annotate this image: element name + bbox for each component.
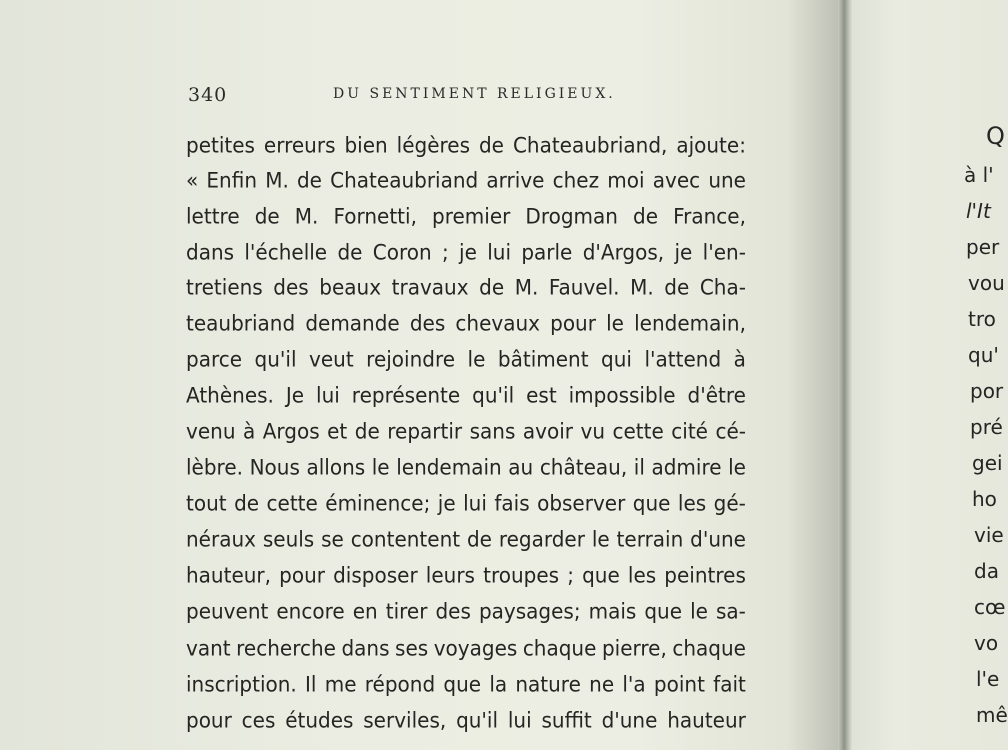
text-line: inscription. Il me répond que la nature ne l'a point fait (186, 671, 746, 697)
right-fragment: gei (972, 451, 1003, 475)
text-line: néraux seuls se contentent de regarder le terrain d'une (186, 526, 746, 552)
right-fragment: per (966, 235, 1000, 259)
right-fragment: pré (970, 415, 1003, 439)
right-fragment: por (970, 379, 1004, 403)
right-fragment: mê (976, 703, 1008, 727)
text-line: Athènes. Je lui représente qu'il est impossible d'être (186, 382, 746, 408)
right-fragment: cœ (974, 595, 1006, 619)
right-fragment: ho (972, 487, 997, 511)
text-line: pour ces études serviles, qu'il lui suffit d'une hauteur (186, 707, 746, 733)
right-fragment: vou (968, 271, 1005, 295)
text-line: peuvent encore en tirer des paysages; mais que le sa- (186, 598, 746, 624)
text-line: tretiens des beaux travaux de M. Fauvel. M. de Cha- (186, 274, 746, 300)
text-line: « Enfin M. de Chateaubriand arrive chez moi avec une (186, 167, 746, 193)
page-number: 340 (188, 84, 228, 106)
right-fragment: vie (974, 523, 1004, 547)
text-line: tout de cette éminence; je lui fais observer que les gé- (186, 490, 746, 516)
right-fragment: da (974, 559, 999, 583)
book-gutter (838, 0, 852, 750)
running-title: DU SENTIMENT RELIGIEUX. (333, 86, 616, 102)
right-fragment: qu' (968, 343, 999, 367)
right-fragment: l'e (976, 667, 1000, 691)
text-line: dans l'échelle de Coron ; je lui parle d'Argos, je l'en- (186, 239, 746, 265)
text-line: petites erreurs bien légères de Chateaubriand, ajoute: (186, 132, 746, 158)
text-line: hauteur, pour disposer leurs troupes ; que les peintres (186, 562, 746, 588)
page-header (188, 80, 748, 110)
text-line: teaubriand demande des chevaux pour le lendemain, (186, 310, 746, 336)
text-line: vant recherche dans ses voyages chaque pierre, chaque (186, 635, 746, 661)
right-fragment: l'It (966, 199, 991, 223)
text-line: lèbre. Nous allons le lendemain au château, il admire le (186, 454, 746, 480)
right-fragment: à l' (964, 163, 994, 187)
text-line: parce qu'il veut rejoindre le bâtiment qui l'attend à (186, 346, 746, 372)
text-line: lettre de M. Fornetti, premier Drogman de France, (186, 203, 746, 229)
right-fragment: Q (986, 122, 1005, 150)
right-fragment: vo (974, 631, 999, 655)
right-fragment: tro (968, 307, 996, 331)
text-line: venu à Argos et de repartir sans avoir vu cette cité cé- (186, 418, 746, 444)
